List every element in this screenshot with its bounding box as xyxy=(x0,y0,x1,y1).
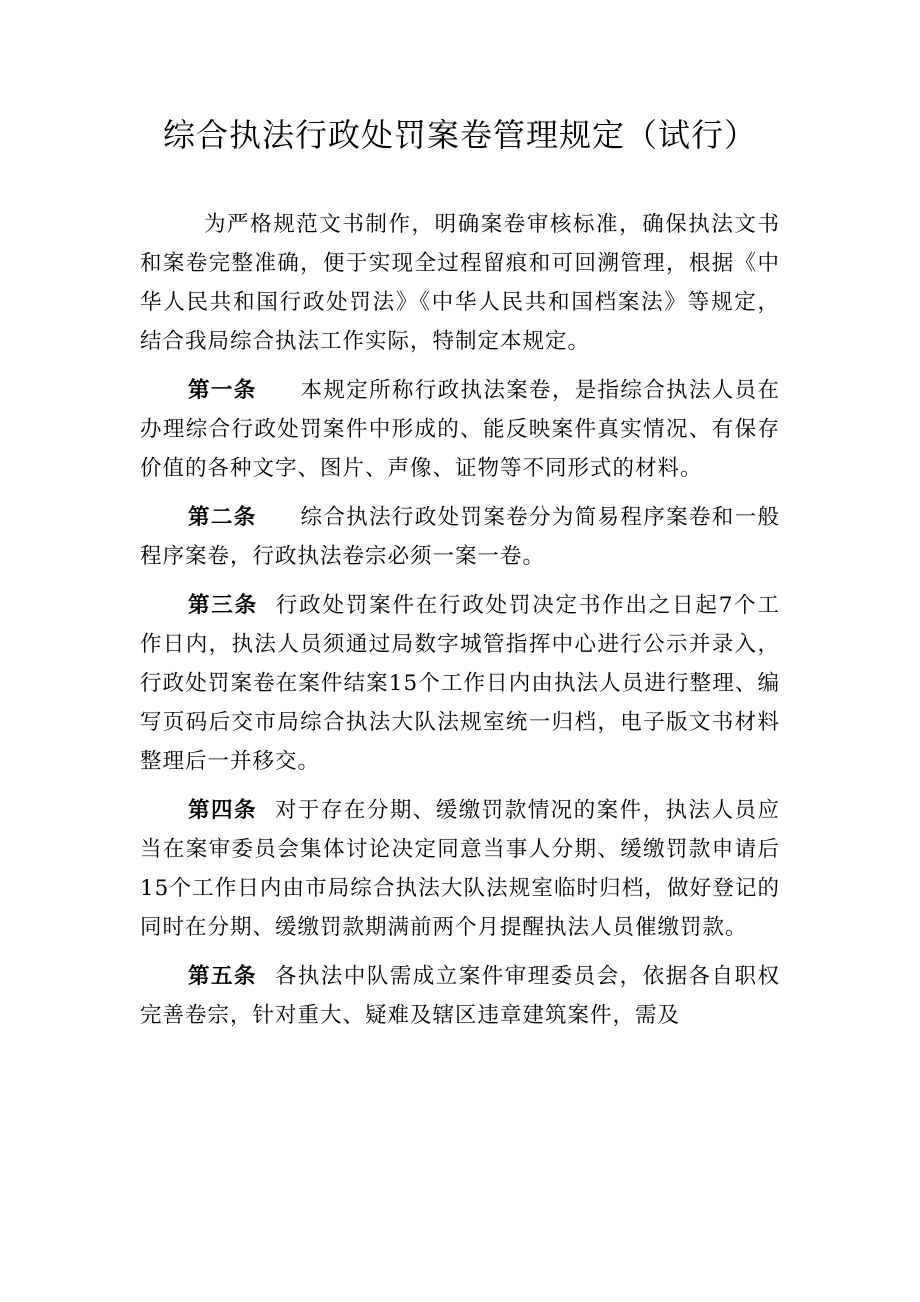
article-label: 第二条 xyxy=(188,505,257,530)
article-2 xyxy=(140,498,780,576)
article-text: 各执法中队需成立案件审理委员会，依据各自职权完善卷宗，针对重大、疑难及辖区违章建筑案件，需及 xyxy=(140,964,780,1028)
preamble-paragraph: 为严格规范文书制作，明确案卷审核标准，确保执法文书和案卷完整准确，便于实现全过程留痕和可回溯管理，根据《中华人民共和国行政处罚法》《中华人民共和国档案法》等规定，结合我局综合执法工作实际，特制定本规定。 xyxy=(140,212,780,354)
article-text: 对于存在分期、缓缴罚款情况的案件，执法人员应当在案审委员会集体讨论决定同意当事人分期、缓缴罚款申请后15个工作日内由市局综合执法大队法规室临时归档，做好登记的同时在分期、缓缴罚款期满前两个月提醒执法人员催缴罚款。 xyxy=(140,798,780,940)
article-label: 第三条 xyxy=(188,593,258,618)
article-5 xyxy=(140,957,780,1035)
article-text: 综合执法行政处罚案卷分为简易程序案卷和一般程序案卷，行政执法卷宗必须一案一卷。 xyxy=(140,505,780,569)
document-title: 综合执法行政处罚案卷管理规定（试行） xyxy=(162,116,757,154)
article-1 xyxy=(140,371,780,488)
article-label: 第四条 xyxy=(188,798,257,823)
document-body xyxy=(140,205,780,1045)
article-3 xyxy=(140,586,780,781)
article-text: 行政处罚案件在行政处罚决定书作出之日起7个工作日内，执法人员须通过局数字城管指挥中心进行公示并录入，行政处罚案卷在案件结案15个工作日内由执法人员进行整理、编写页码后交市局综合执法大队法规室统一归档，电子版文书材料整理后一并移交。 xyxy=(140,593,780,774)
article-text: 本规定所称行政执法案卷，是指综合执法人员在办理综合行政处罚案件中形成的、能反映案件真实情况、有保存价值的各种文字、图片、声像、证物等不同形式的材料。 xyxy=(140,378,780,481)
article-label: 第五条 xyxy=(188,964,257,989)
article-label: 第一条 xyxy=(188,378,257,403)
article-4 xyxy=(140,791,780,947)
